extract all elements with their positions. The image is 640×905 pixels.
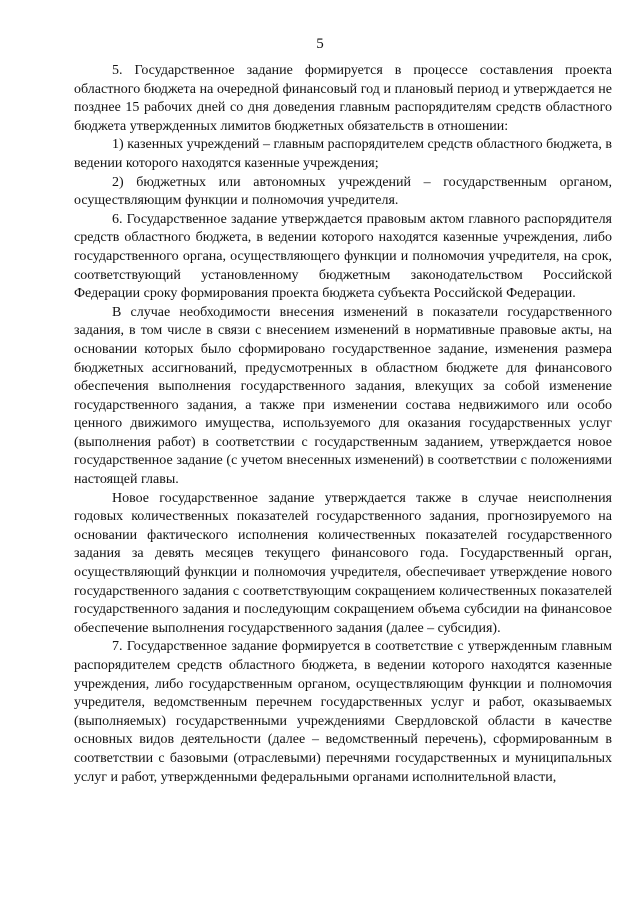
paragraph-6-new-task: Новое государственное задание утверждается также в случае неисполнения годовых количественных показателей государственного задания, прогнозируемого на основании фактического исполнения количественных показателей государственного задания за девять месяцев текущего финансового года. Государственный орган, осуществляющий функции и полномочия учредителя, обеспечивает утверждение нового государственного задания с соответствующим сокращением количественных показателей государственного задания и последующим сокращением объема субсидии на финансовое обеспечение выполнения государственного задания (далее – субсидия). [74,490,612,636]
page-number: 5 [316,36,324,52]
paragraph-5-item-1: 1) казенных учреждений – главным распорядителем средств областного бюджета, в ведении которого находятся казенные учреждения; [74,137,612,171]
paragraph-6-changes: В случае необходимости внесения изменений в показатели государственного задания, в том числе в связи с внесением изменений в нормативные правовые акты, на основании которых было сформировано государственное задание, изменения размера бюджетных ассигнований, предусмотренных в областном бюджете для финансового обеспечения выполнения государственного задания, влекущих за собой изменение государственного задания, а также при изменении состава недвижимого или особо ценного движимого имущества, используемого для оказания государственных услуг (выполнения работ) в соответствии с государственным заданием, утверждается новое государственное задание (с учетом внесенных изменений) в соответствии с положениями настоящей главы. [74,304,612,488]
paragraph-7: 7. Государственное задание формируется в соответствие с утвержденным главным распорядителем средств областного бюджета, в ведении которого находятся казенные учреждения, либо государственным органом, осуществляющим функции и полномочия учредителя, ведомственным перечнем государственных услуг и работ, оказываемых (выполняемых) государственными учреждениями Свердловской области в качестве основных видов деятельности (далее – ведомственный перечень), сформированным в соответствии с базовыми (отраслевыми) перечнями государственных и муниципальных услуг и работ, утвержденными федеральными органами исполнительной власти, [74,639,612,785]
paragraph-5-item-2: 2) бюджетных или автономных учреждений – государственным органом, осуществляющим функции и полномочия учредителя. [74,174,612,209]
paragraph-6: 6. Государственное задание утверждается правовым актом главного распорядителя средств областного бюджета, в ведении которого находятся казенные учреждения, либо государственного органа, осуществляющего функции и полномочия учредителя, на срок, соответствующий установленному бюджетным законодательством Российской Федерации сроку формирования проекта бюджета субъекта Российской Федерации. [74,211,612,302]
paragraph-5: 5. Государственное задание формируется в процессе составления проекта областного бюджета на очередной финансовый год и плановый период и утверждается не позднее 15 рабочих дней со дня доведения главным распорядителям средств областного бюджета утвержденных лимитов бюджетных обязательств в отношении: [74,63,612,134]
document-body [74,62,612,787]
